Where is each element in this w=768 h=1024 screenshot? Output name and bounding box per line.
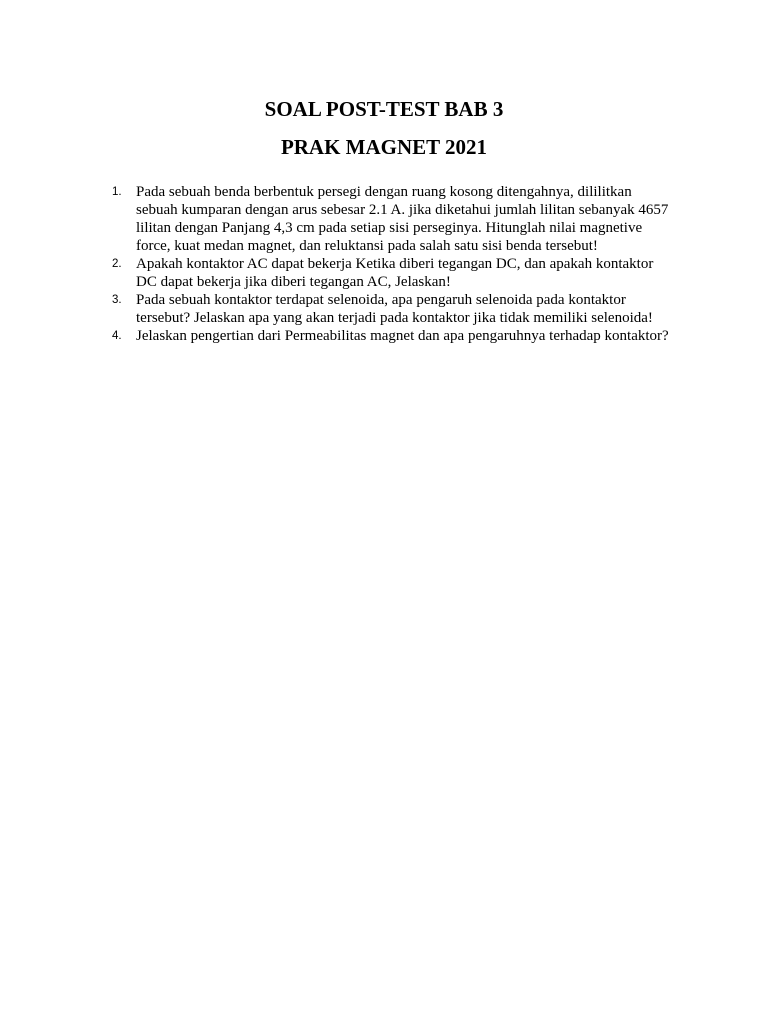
document-title: SOAL POST-TEST BAB 3 bbox=[264, 97, 504, 121]
question-text-line: sebuah kumparan dengan arus sebesar 2.1 A. jika diketahui jumlah lilitan sebanyak 4657 bbox=[136, 202, 669, 218]
document-subtitle: PRAK MAGNET 2021 bbox=[280, 135, 488, 159]
question-number: 1. bbox=[112, 186, 122, 198]
question-list bbox=[112, 183, 692, 345]
question-text-line: DC dapat bekerja jika diberi tegangan AC, Jelaskan! bbox=[136, 274, 451, 290]
question-text-line: lilitan dengan Panjang 4,3 cm pada setiap sisi perseginya. Hitunglah nilai magnetive bbox=[136, 220, 643, 236]
question-item bbox=[112, 327, 692, 345]
question-number: 4. bbox=[112, 330, 122, 342]
question-item bbox=[112, 291, 692, 327]
question-text-line: Pada sebuah kontaktor terdapat selenoida, apa pengaruh selenoida pada kontaktor bbox=[136, 292, 626, 308]
question-text-line: tersebut? Jelaskan apa yang akan terjadi pada kontaktor jika tidak memiliki selenoida! bbox=[136, 310, 653, 326]
question-text-line: force, kuat medan magnet, dan reluktansi pada salah satu sisi benda tersebut! bbox=[136, 238, 598, 254]
question-item bbox=[112, 183, 692, 255]
question-text-line: Apakah kontaktor AC dapat bekerja Ketika diberi tegangan DC, dan apakah kontaktor bbox=[136, 256, 654, 272]
question-number: 2. bbox=[112, 258, 122, 270]
question-text-line: Pada sebuah benda berbentuk persegi dengan ruang kosong ditengahnya, dililitkan bbox=[136, 184, 632, 200]
question-number: 3. bbox=[112, 294, 122, 306]
question-item bbox=[112, 255, 692, 291]
question-text-line: Jelaskan pengertian dari Permeabilitas magnet dan apa pengaruhnya terhadap kontaktor? bbox=[136, 328, 669, 344]
